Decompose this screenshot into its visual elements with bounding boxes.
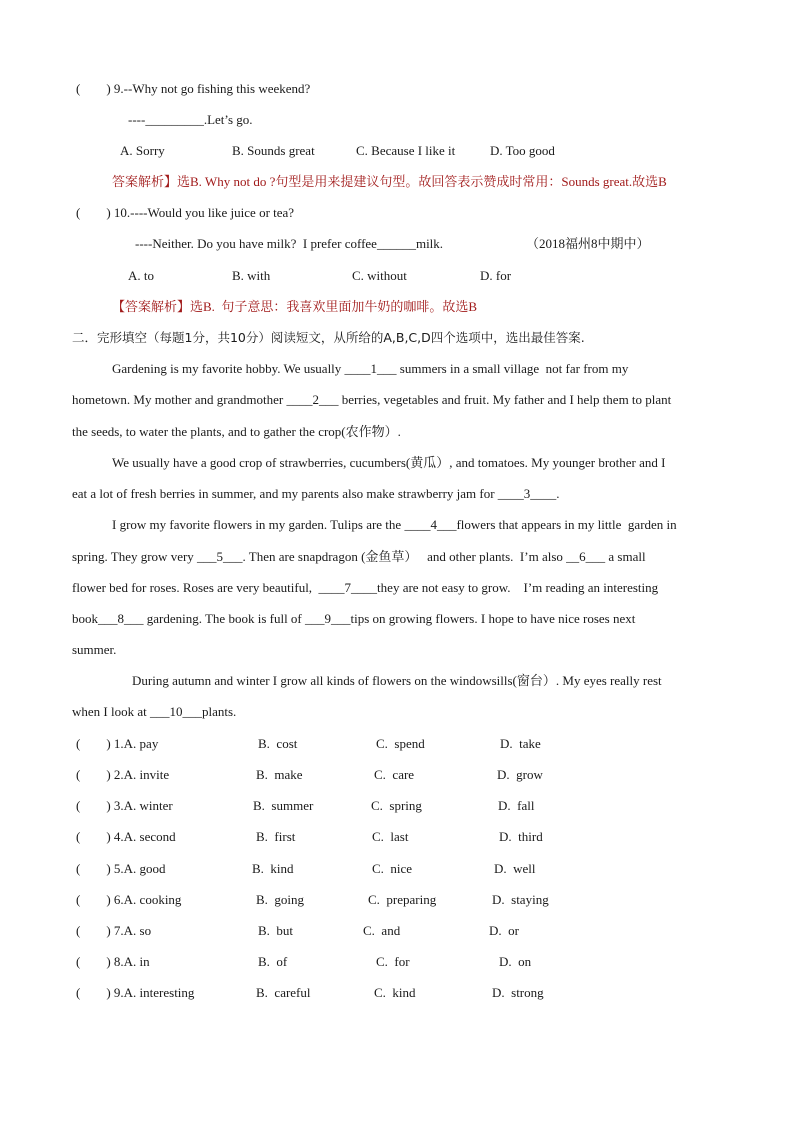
cloze-option-d: D. or: [489, 923, 519, 938]
cloze-option-number: ( ) 3.A. winter: [76, 798, 173, 813]
cloze-option-c: C. kind: [374, 985, 416, 1000]
passage-line: summer.: [72, 642, 117, 657]
cloze-option-d: D. grow: [497, 767, 543, 782]
passage-line: eat a lot of fresh berries in summer, and my parents also make strawberry jam for ____3____.: [72, 486, 560, 501]
cloze-option-d: D. strong: [492, 985, 544, 1000]
cloze-option-c: C. nice: [372, 861, 413, 876]
cloze-option-b: B. of: [258, 954, 288, 969]
q9-option-a: A. Sorry: [120, 143, 165, 158]
cloze-option-c: C. spend: [376, 736, 425, 751]
cloze-option-b: B. first: [256, 829, 296, 844]
cloze-option-number: ( ) 2.A. invite: [76, 767, 170, 782]
cloze-option-d: D. fall: [498, 798, 535, 813]
passage-line: spring. They grow very ___5___. Then are snapdragon (金鱼草） and other plants. I’m also __6___ a small: [72, 549, 646, 564]
cloze-option-number: ( ) 9.A. interesting: [76, 985, 195, 1000]
cloze-option-b: B. summer: [253, 798, 314, 813]
passage-line: I grow my favorite flowers in my garden. Tulips are the ____4___flowers that appears in my little garden in: [112, 517, 677, 532]
cloze-option-c: C. spring: [371, 798, 422, 813]
q10-reply: ----Neither. Do you have milk? I prefer coffee______milk.: [135, 236, 444, 251]
passage-line: We usually have a good crop of strawberries, cucumbers(黄瓜）, and tomatoes. My younger brother and I: [112, 455, 666, 470]
cloze-option-number: ( ) 5.A. good: [76, 861, 166, 876]
q10-stem: ( ) 10.----Would you like juice or tea?: [76, 205, 295, 220]
cloze-option-number: ( ) 1.A. pay: [76, 736, 159, 751]
q9-analysis: 答案解析】选B. Why not do ?句型是用来提建议句型。故回答表示赞成时常用：Sounds great.故选B: [112, 174, 667, 189]
cloze-option-d: D. on: [499, 954, 532, 969]
cloze-option-number: ( ) 7.A. so: [76, 923, 152, 938]
cloze-option-number: ( ) 6.A. cooking: [76, 892, 182, 907]
q10-option-a: A. to: [128, 268, 154, 283]
cloze-option-b: B. kind: [252, 861, 294, 876]
passage-line: book___8___ gardening. The book is full of ___9___tips on growing flowers. I hope to have nice roses next: [72, 611, 636, 626]
cloze-option-b: B. cost: [258, 736, 298, 751]
q10-option-b: B. with: [232, 268, 271, 283]
passage-line: the seeds, to water the plants, and to gather the crop(农作物）.: [72, 424, 401, 439]
passage-line: when I look at ___10___plants.: [72, 704, 237, 719]
cloze-option-number: ( ) 4.A. second: [76, 829, 176, 844]
q9-reply: ----_________.Let’s go.: [128, 112, 253, 127]
q10-option-c: C. without: [352, 268, 407, 283]
cloze-option-d: D. well: [494, 861, 536, 876]
cloze-option-d: D. take: [500, 736, 541, 751]
cloze-option-number: ( ) 8.A. in: [76, 954, 150, 969]
q9-option-b: B. Sounds great: [232, 143, 315, 158]
passage-line: During autumn and winter I grow all kinds of flowers on the windowsills(窗台）. My eyes really rest: [132, 673, 662, 688]
q9-stem: ( ) 9.--Why not go fishing this weekend?: [76, 81, 311, 96]
q9-option-c: C. Because I like it: [356, 143, 456, 158]
passage-line: Gardening is my favorite hobby. We usually ____1___ summers in a small village not far from my: [112, 361, 629, 376]
cloze-option-b: B. make: [256, 767, 303, 782]
cloze-option-c: C. last: [372, 829, 409, 844]
cloze-option-c: C. care: [374, 767, 415, 782]
cloze-option-c: C. and: [363, 923, 401, 938]
cloze-option-c: C. for: [376, 954, 410, 969]
q10-analysis: 【答案解析】选B. 句子意思：我喜欢里面加牛奶的咖啡。故选B: [112, 299, 478, 314]
q10-option-d: D. for: [480, 268, 512, 283]
q9-option-d: D. Too good: [490, 143, 555, 158]
cloze-option-d: D. third: [499, 829, 543, 844]
passage-line: flower bed for roses. Roses are very beautiful, ____7____they are not easy to grow. I’m reading an interesting: [72, 580, 659, 595]
cloze-option-d: D. staying: [492, 892, 549, 907]
cloze-option-c: C. preparing: [368, 892, 437, 907]
cloze-option-b: B. careful: [256, 985, 311, 1000]
q10-source: （2018福州8中期中）: [526, 236, 650, 251]
cloze-option-b: B. but: [258, 923, 294, 938]
passage-line: hometown. My mother and grandmother ____2___ berries, vegetables and fruit. My father and I help them to plant: [72, 392, 672, 407]
section-heading: 二．完形填空（每题1分，共10分）阅读短文，从所给的A,B,C,D四个选项中，选出最佳答案.: [72, 330, 585, 345]
cloze-option-b: B. going: [256, 892, 305, 907]
